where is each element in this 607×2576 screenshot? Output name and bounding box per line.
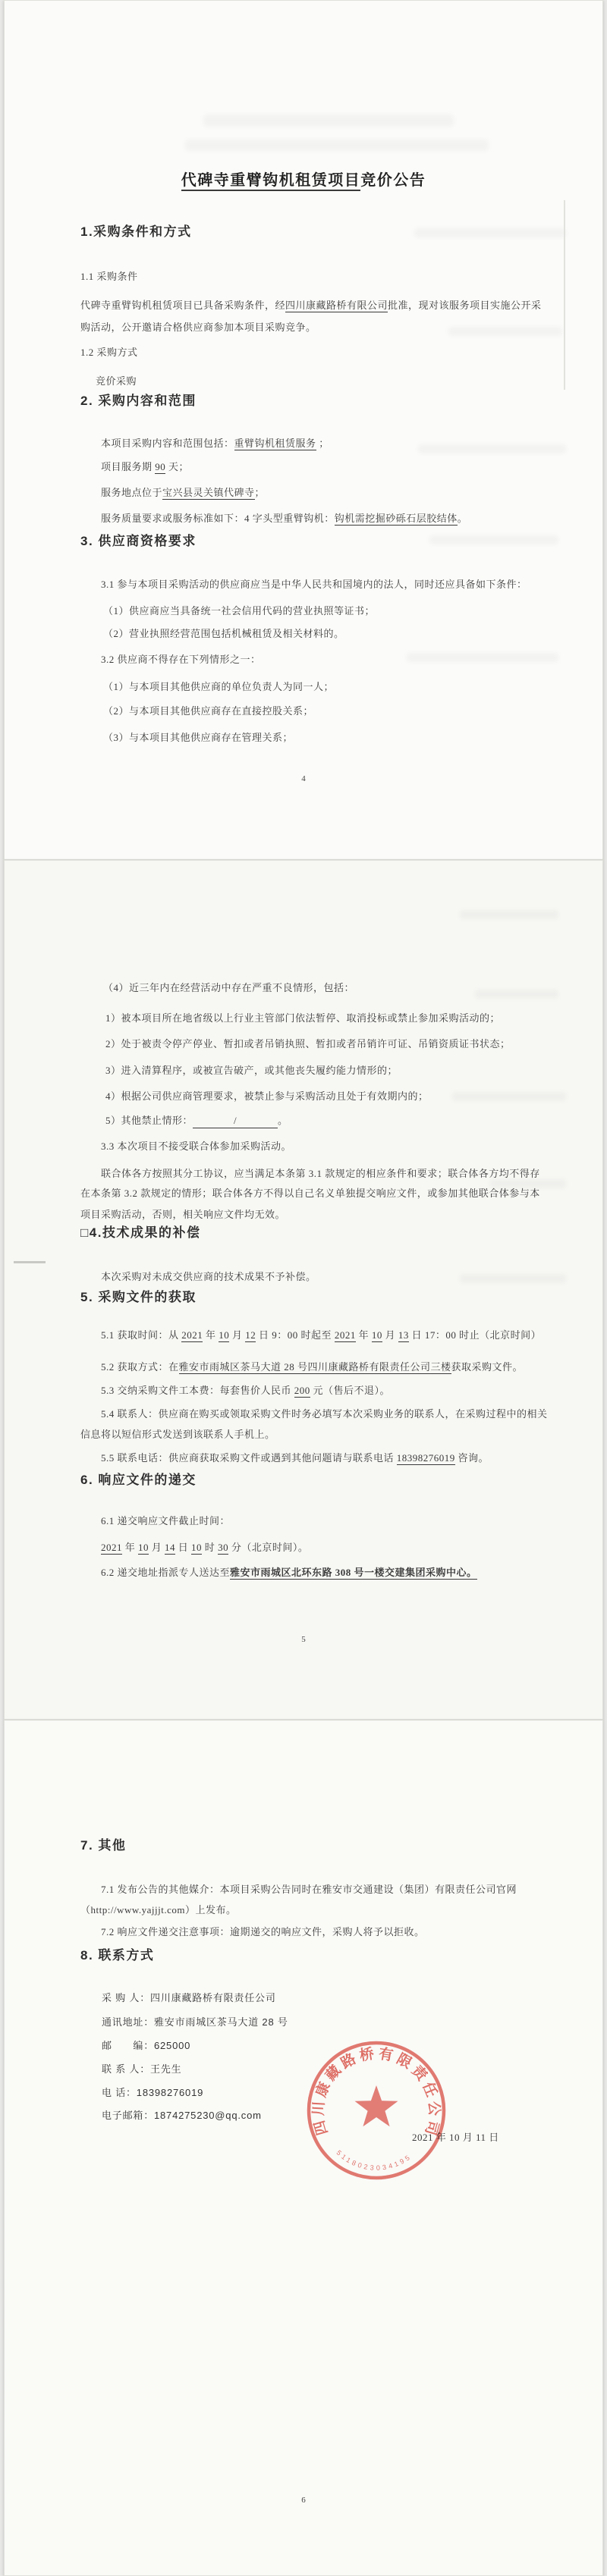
document-page-1 bbox=[4, 0, 603, 860]
page-number: 5 bbox=[301, 1635, 306, 1644]
text-line: 服务质量要求或服务标准如下：4 字头型重臂钩机：钩机需挖掘砂砾石层胶结体。 bbox=[101, 513, 468, 524]
text-line: 代碑寺重臂钩机租赁项目已具备采购条件，经四川康藏路桥有限公司批准，现对该服务项目实施公开采 bbox=[80, 300, 542, 311]
text-line: 1）被本项目所在地省级以上行业主管部门依法暂停、取消投标或禁止参加采购活动的； bbox=[105, 1012, 501, 1024]
text-line: 竞价采购 bbox=[96, 375, 137, 387]
text-line: 本次采购对未成交供应商的技术成果不予补偿。 bbox=[101, 1271, 316, 1282]
text-line: 服务地点位于宝兴县灵关镇代碑寺； bbox=[101, 487, 266, 498]
section-heading: 3. 供应商资格要求 bbox=[80, 534, 197, 548]
bleed-through-artifact bbox=[407, 653, 558, 662]
text-line: 电子邮箱：1874275230@qq.com bbox=[102, 2110, 262, 2121]
text-line: 通讯地址：雅安市雨城区茶马大道 28 号 bbox=[102, 2016, 288, 2028]
section-heading: 6. 响应文件的递交 bbox=[80, 1473, 197, 1487]
bleed-through-artifact bbox=[460, 1274, 566, 1283]
text-line: 项目服务期 90 天； bbox=[101, 461, 190, 472]
scan-artifact-dash bbox=[14, 1261, 46, 1263]
text-line: 采 购 人：四川康藏路桥有限责任公司 bbox=[102, 1992, 276, 2003]
text-line: 2021 年 10 月 11 日 bbox=[412, 2132, 499, 2143]
document-title: 代碑寺重臂钩机租赁项目竞价公告 bbox=[5, 171, 602, 190]
text-line: 在本条第 3.2 款规定的情形；联合体各方不得以自己名义单独提交响应文件，或参加其他联合体参与本 bbox=[80, 1188, 540, 1199]
text-line: 5.1 获取时间：从 2021 年 10 月 12 日 9：00 时起至 2021 年 10 月 13 日 17：00 时止（北京时间） bbox=[101, 1329, 542, 1341]
text-line: 6.1 递交响应文件截止时间： bbox=[101, 1515, 231, 1526]
bleed-through-artifact bbox=[460, 910, 558, 919]
text-line: （http://www.yajjjt.com）上发布。 bbox=[80, 1904, 237, 1916]
text-line: （4）近三年内在经营活动中存在严重不良情形，包括： bbox=[103, 982, 355, 993]
document-page-3 bbox=[4, 1720, 603, 2576]
text-line: 3.3 本次项目不接受联合体参加采购活动。 bbox=[101, 1141, 292, 1152]
text-line: 5.3 交纳采购文件工本费：每套售价人民币 200 元（售后不退）。 bbox=[101, 1385, 391, 1396]
document-page-2 bbox=[4, 860, 603, 1720]
page-number: 6 bbox=[301, 2496, 306, 2505]
bleed-through-artifact bbox=[414, 228, 566, 237]
text-line: 项目采购活动，否则，相关响应文件均无效。 bbox=[80, 1209, 286, 1220]
text-line: 3.2 供应商不得存在下列情形之一： bbox=[101, 654, 261, 665]
text-line: 5.2 获取方式：在雅安市雨城区茶马大道 28 号四川康藏路桥有限责任公司三楼获取采购文件。 bbox=[101, 1361, 524, 1373]
text-line: 联 系 人：王先生 bbox=[102, 2063, 182, 2075]
text-line: 4）根据公司供应商管理要求，被禁止参与采购活动且处于有效期内的； bbox=[105, 1090, 429, 1102]
text-line: 信息将以短信形式发送到该联系人手机上。 bbox=[80, 1429, 275, 1440]
bleed-through-artifact bbox=[185, 140, 489, 151]
text-line: 1.1 采购条件 bbox=[80, 271, 138, 282]
section-heading: □4.技术成果的补偿 bbox=[80, 1225, 201, 1240]
stamp-serial-text: 5118023034195 bbox=[335, 2148, 412, 2172]
text-line: 2021 年 10 月 14 日 10 时 30 分（北京时间）。 bbox=[101, 1542, 309, 1553]
section-heading: 8. 联系方式 bbox=[80, 1948, 155, 1963]
text-line: 3）进入清算程序，或被宣告破产，或其他丧失履约能力情形的； bbox=[105, 1065, 398, 1076]
text-line: 7.1 发布公告的其他媒介：本项目采购公告同时在雅安市交通建设（集团）有限责任公司官网 bbox=[101, 1884, 517, 1895]
text-line: （1）供应商应当具备统一社会信用代码的营业执照等证书； bbox=[103, 605, 376, 617]
text-line: （3）与本项目其他供应商存在管理关系； bbox=[103, 732, 294, 743]
text-line: 电 话：18398276019 bbox=[102, 2087, 204, 2098]
text-line: 邮 编：625000 bbox=[102, 2040, 191, 2051]
text-line: 7.2 响应文件递交注意事项：逾期递交的响应文件，采购人将予以拒收。 bbox=[101, 1926, 425, 1937]
bleed-through-artifact bbox=[475, 990, 558, 999]
bleed-through-artifact bbox=[452, 1092, 566, 1101]
company-seal-stamp bbox=[304, 2038, 448, 2182]
bleed-through-artifact bbox=[429, 535, 558, 544]
text-line: 购活动，公开邀请合格供应商参加本项目采购竞争。 bbox=[80, 322, 316, 333]
text-line: （2）营业执照经营范围包括机械租赁及相关材料的。 bbox=[103, 628, 344, 639]
text-line: （2）与本项目其他供应商存在直接控股关系； bbox=[103, 705, 314, 717]
text-line: 1.2 采购方式 bbox=[80, 347, 138, 358]
text-line: 5.4 联系人：供应商在购买或领取采购文件时务必填写本次采购业务的联系人，在采购过程中的相关 bbox=[101, 1408, 548, 1420]
text-line: 本项目采购内容和范围包括：重臂钩机租赁服务 ； bbox=[101, 438, 329, 449]
section-heading: 7. 其他 bbox=[80, 1838, 127, 1853]
bleed-through-artifact bbox=[418, 444, 566, 453]
stamp-company-text: 四川康藏路桥有限责任公司 bbox=[310, 2046, 442, 2137]
scan-artifact-line bbox=[564, 200, 565, 390]
stamp-star-icon bbox=[355, 2085, 398, 2126]
text-line: 6.2 递交地址指派专人送达至雅安市雨城区北环东路 308 号一楼交建集团采购中心。 bbox=[101, 1567, 477, 1578]
text-line: 5.5 联系电话：供应商获取采购文件或遇到其他问题请与联系电话 18398276019 咨询。 bbox=[101, 1452, 489, 1464]
text-line: 3.1 参与本项目采购活动的供应商应当是中华人民共和国境内的法人，同时还应具备如下条件： bbox=[101, 579, 527, 590]
section-heading: 5. 采购文件的获取 bbox=[80, 1290, 197, 1304]
bleed-through-artifact bbox=[203, 115, 454, 127]
page-number: 4 bbox=[301, 774, 306, 783]
bleed-through-artifact bbox=[448, 327, 562, 336]
section-heading: 1.采购条件和方式 bbox=[80, 224, 192, 239]
text-line: 联合体各方按照其分工协议，应当满足本条第 3.1 款规定的相应条件和要求；联合体各方均不得存 bbox=[101, 1168, 540, 1179]
text-line: 2）处于被责令停产停业、暂扣或者吊销执照、暂扣或者吊销许可证、吊销资质证书状态； bbox=[105, 1038, 511, 1050]
text-line: （1）与本项目其他供应商的单位负责人为同一人； bbox=[103, 681, 335, 692]
text-line: 5）其他禁止情形： / 。 bbox=[105, 1115, 288, 1128]
section-heading: 2. 采购内容和范围 bbox=[80, 394, 197, 408]
